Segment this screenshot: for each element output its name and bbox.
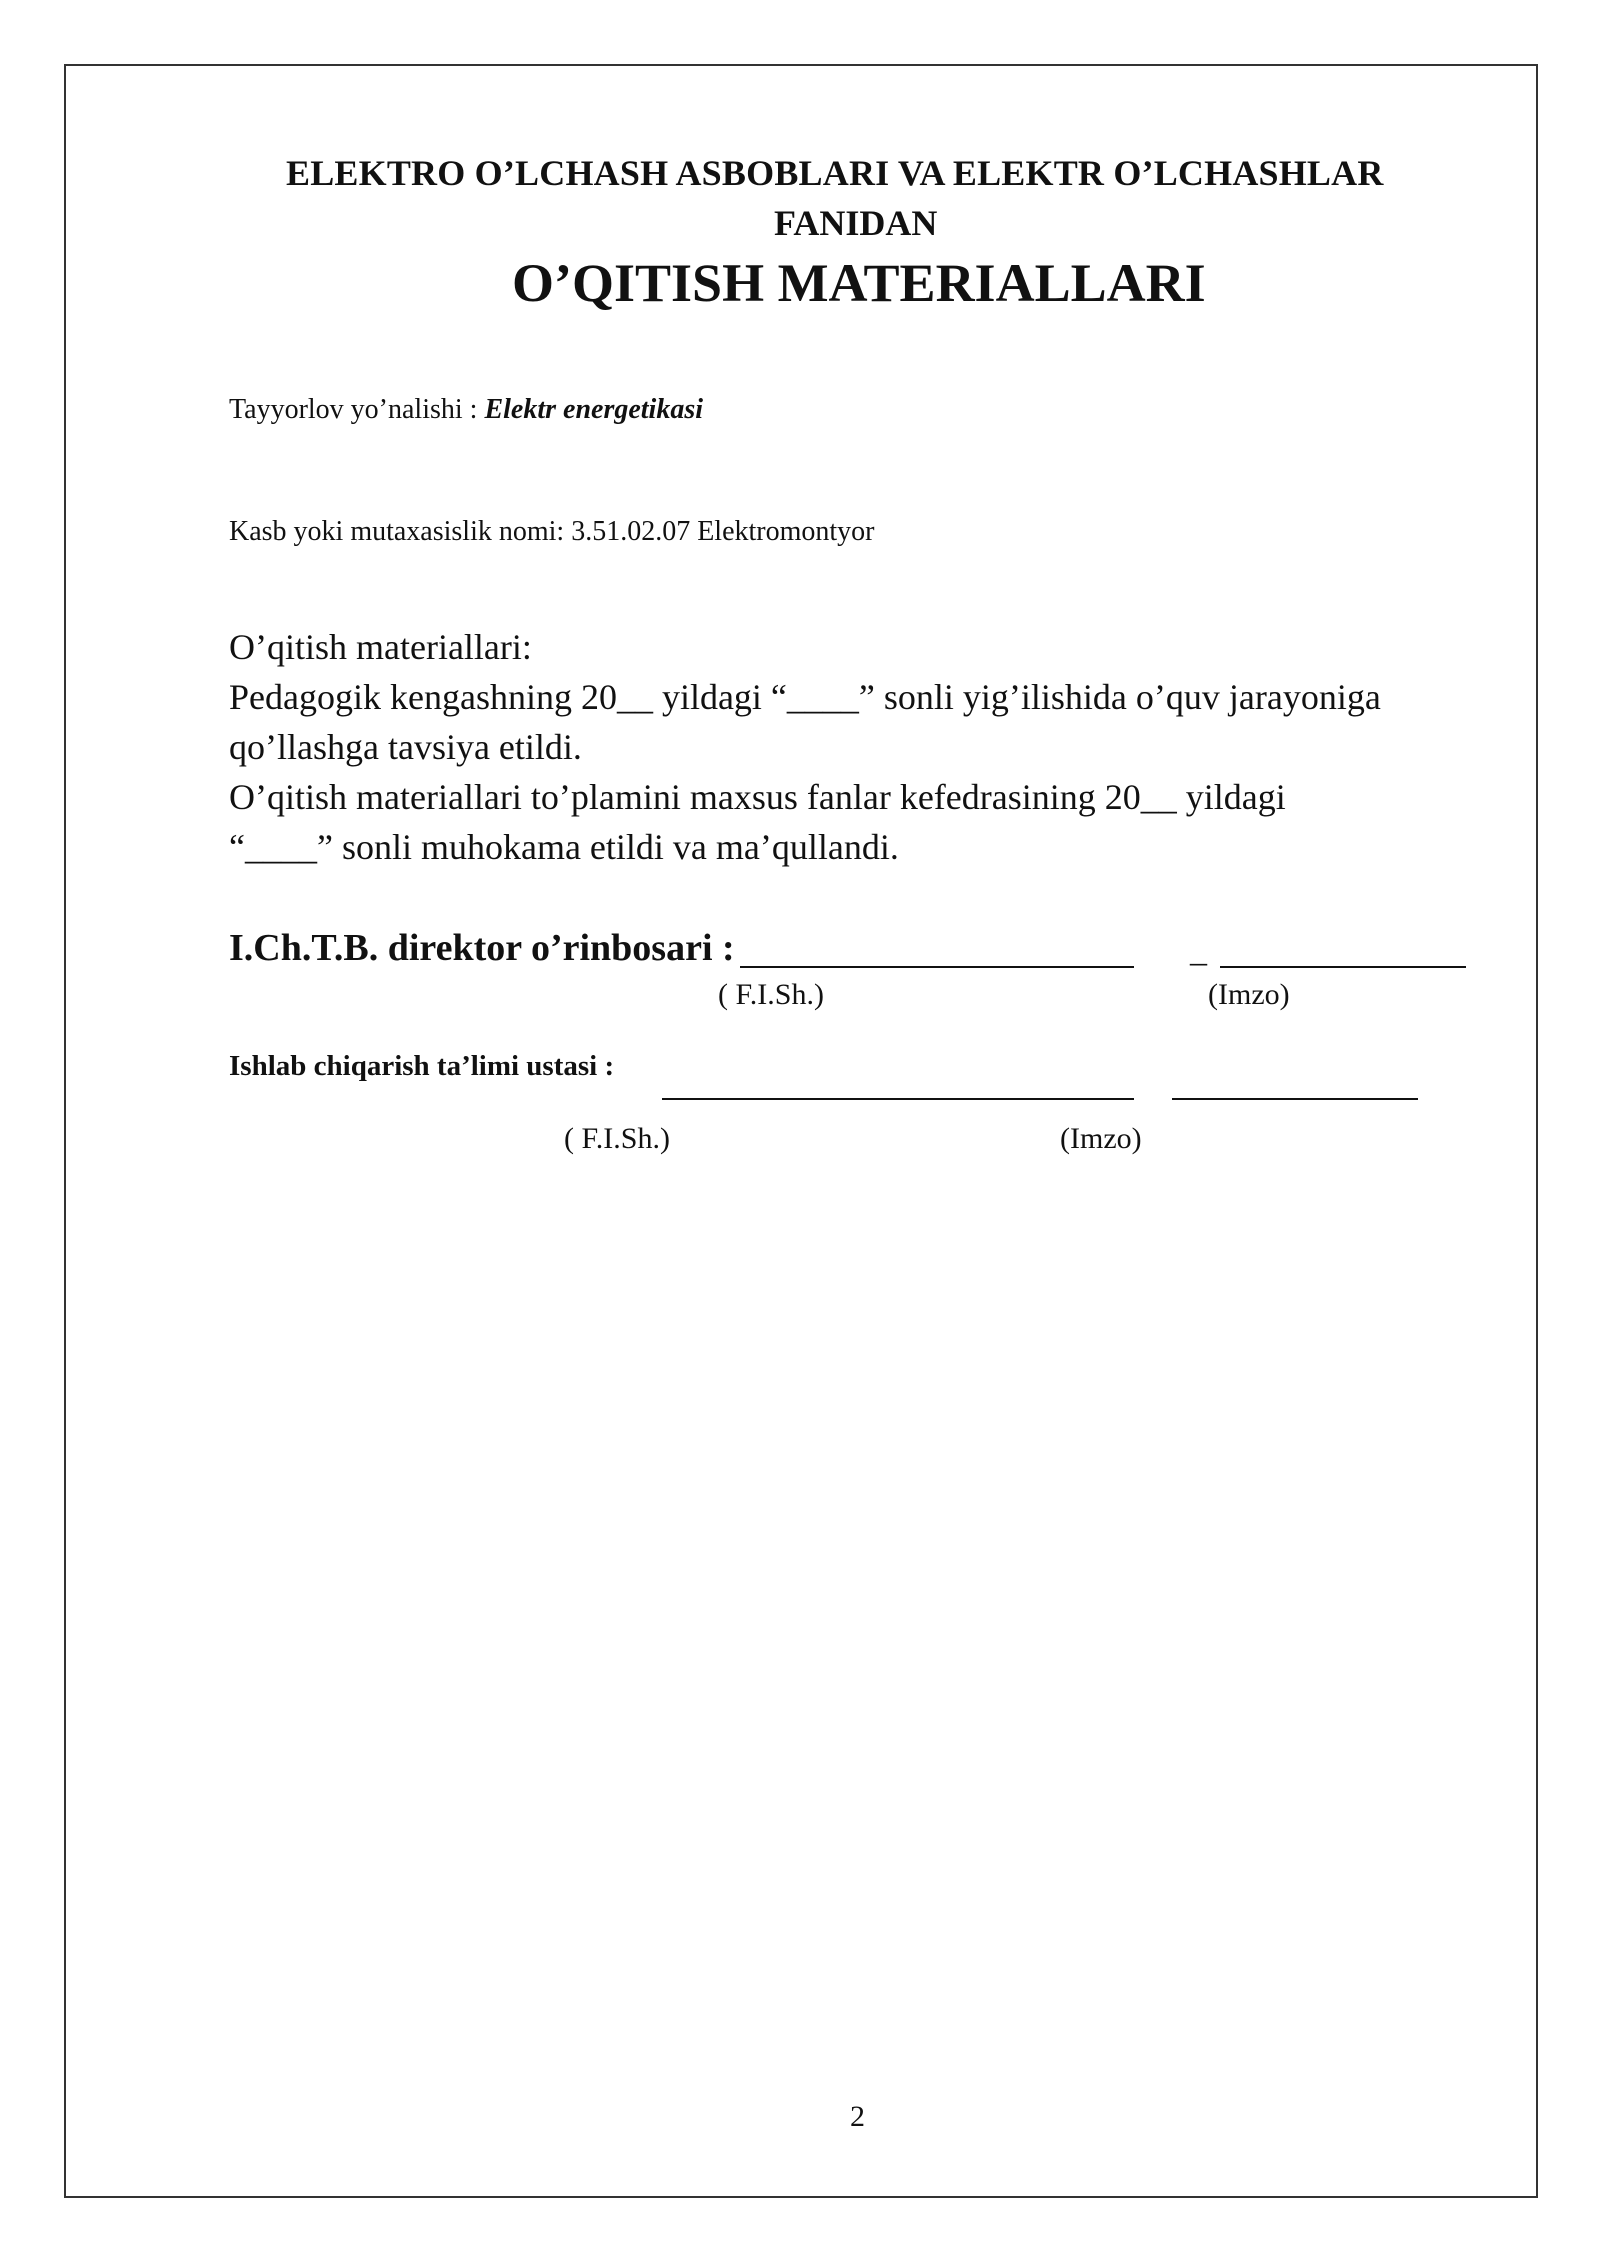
profession-line: Kasb yoki mutaxasislik nomi: 3.51.02.07 Elektromontyor — [229, 516, 875, 547]
direction-value: Elektr energetikasi — [484, 394, 703, 425]
document-main-title: O’QITISH MATERIALLARI — [512, 253, 1206, 313]
approval-line-3: qo’llashga tavsiya etildi. — [229, 727, 582, 767]
director-imzo-caption: (Imzo) — [1208, 978, 1290, 1011]
master-imzo-caption: (Imzo) — [1060, 1122, 1142, 1155]
director-dash: _ — [1190, 932, 1207, 969]
page-border — [64, 64, 1538, 2198]
approval-line-4: O’qitish materiallari to’plamini maxsus fanlar kefedrasining 20__ yildagi — [229, 777, 1286, 817]
document-title-line-1: ELEKTRO O’LCHASH ASBOBLARI VA ELEKTR O’LCHASHLAR — [286, 153, 1384, 193]
director-name-line — [740, 966, 1134, 968]
approval-line-2: Pedagogik kengashning 20__ yildagi “____” sonli yig’ilishida o’quv jarayoniga — [229, 677, 1381, 717]
direction-line — [229, 394, 703, 426]
director-signature-line — [1220, 966, 1466, 968]
master-fish-caption: ( F.I.Sh.) — [564, 1122, 670, 1155]
director-label: I.Ch.T.B. direktor o’rinbosari : — [229, 927, 735, 969]
master-label: Ishlab chiqarish ta’limi ustasi : — [229, 1050, 615, 1082]
direction-label: Tayyorlov yo’nalishi : — [229, 394, 485, 425]
master-name-line — [662, 1098, 1134, 1100]
approval-line-5: “____” sonli muhokama etildi va ma’qullandi. — [229, 827, 899, 867]
master-signature-line — [1172, 1098, 1418, 1100]
director-fish-caption: ( F.I.Sh.) — [718, 978, 824, 1011]
page-number: 2 — [850, 2100, 865, 2133]
document-title-line-2: FANIDAN — [774, 203, 938, 243]
approval-line-1: O’qitish materiallari: — [229, 627, 532, 667]
